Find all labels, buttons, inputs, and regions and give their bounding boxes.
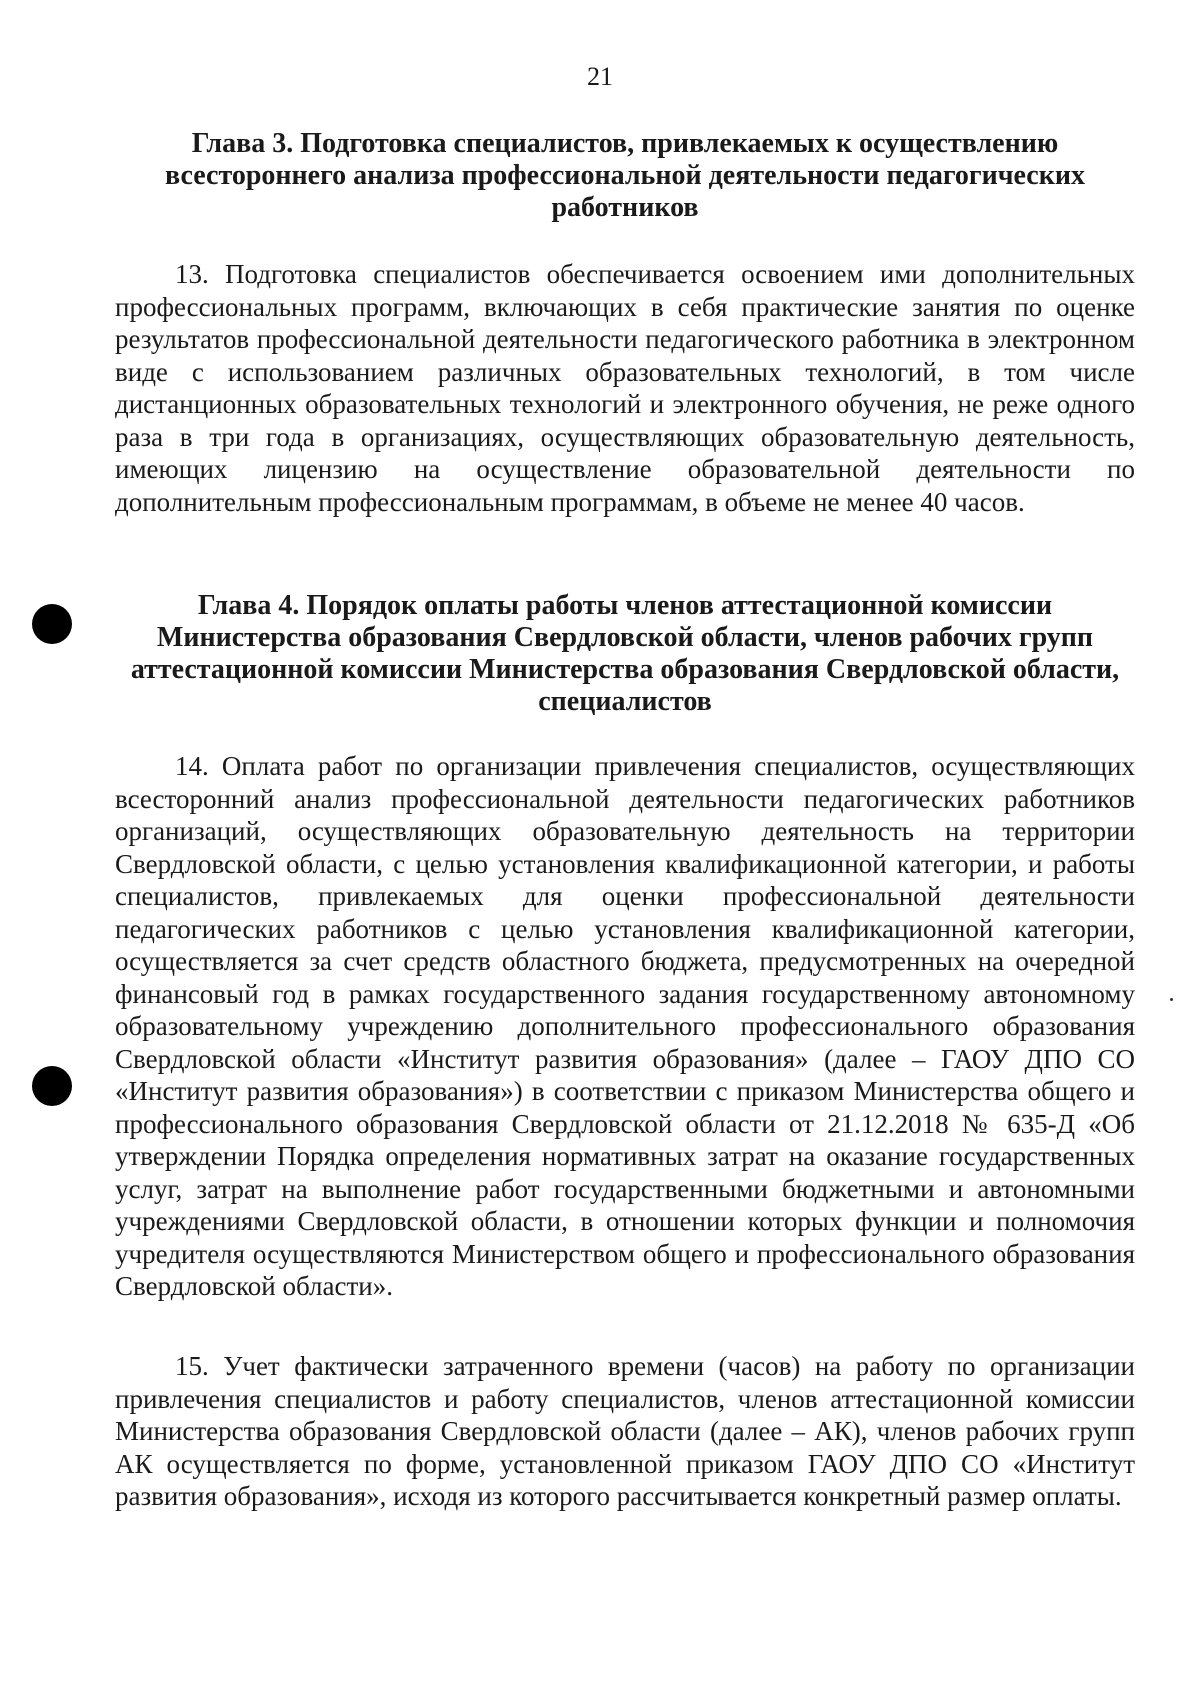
paragraph-15: 15. Учет фактически затраченного времени (часов) на работу по организации привлечения специалистов и работу специалистов, членов аттестационной комиссии Министерства образования Свердловской области (далее – АК), членов рабочих групп АК осуществляется по форме, установленной приказом ГАОУ ДПО СО «Институт развития образования», исходя из которого рассчитывается конкретный размер оплаты. — [115, 1351, 1135, 1511]
punch-hole-top — [32, 604, 72, 644]
chapter-3-heading: Глава 3. Подготовка специалистов, привлекаемых к осуществлению всестороннего анализа профессиональной деятельности педагогических работников — [165, 128, 1085, 223]
chapter-4-heading: Глава 4. Порядок оплаты работы членов аттестационной комиссии Министерства образования Свердловской области, членов рабочих групп аттестационной комиссии Министерства образования Свердловской области, специалистов — [130, 590, 1120, 717]
punch-hole-bottom — [32, 1066, 72, 1106]
paragraph-14: 14. Оплата работ по организации привлечения специалистов, осуществляющих всесторонний анализ профессиональной деятельности педагогических работников организаций, осуществляющих образовательную деятельность на территории Свердловской области, с целью установления квалификационной категории, и работы специалистов, привлекаемых для оценки профессиональной деятельности педагогических работников с целью установления квалификационной категории, осуществляется за счет средств областного бюджета, предусмотренных на очередной финансовый год в рамках государственного задания государственному автономному образовательному учреждению дополнительного профессионального образования Свердловской области «Институт развития образования» (далее – ГАОУ ДПО СО «Институт развития образования») в соответствии с приказом Министерства общего и профессионального образования Свердловской области от 21.12.2018 № 635-Д «Об утверждении Порядка определения нормативных затрат на оказание государственных услуг, затрат на выполнение работ государственными бюджетными и автономными учреждениями Свердловской области, в отношении которых функции и полномочия учредителя осуществляются Министерством общего и профессионального образования Свердловской области». — [115, 751, 1135, 1301]
page-number: 21 — [587, 62, 613, 91]
paragraph-13: 13. Подготовка специалистов обеспечивается освоением ими дополнительных профессиональных программ, включающих в себя практические занятия по оценке результатов профессиональной деятельности педагогического работника в электронном виде с использованием различных образовательных технологий, в том числе дистанционных образовательных технологий и электронного обучения, не реже одного раза в три года в организациях, осуществляющих образовательную деятельность, имеющих лицензию на осуществление образовательной деятельности по дополнительным профессиональным программам, в объеме не менее 40 часов. — [115, 259, 1135, 517]
scan-speck — [1170, 998, 1173, 1001]
